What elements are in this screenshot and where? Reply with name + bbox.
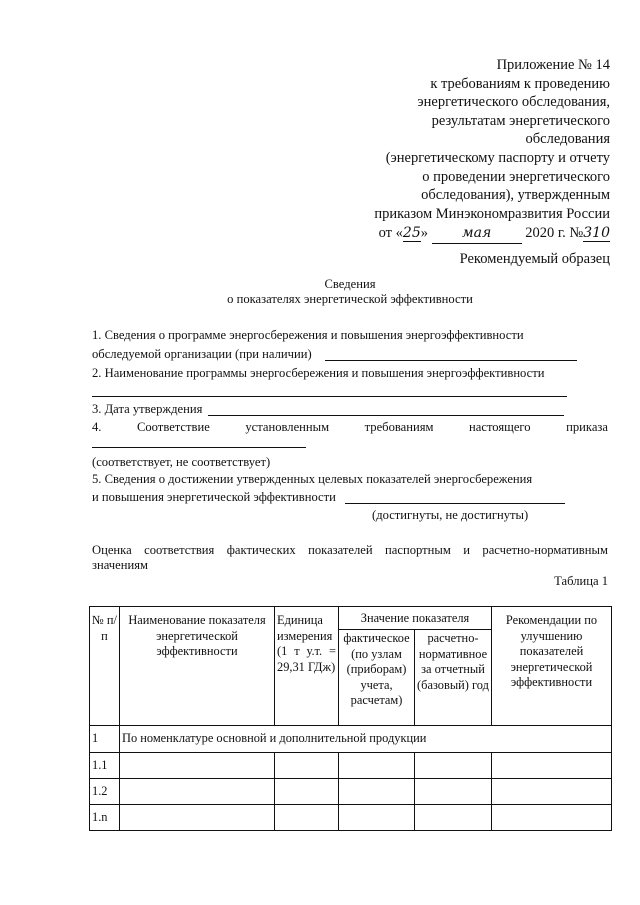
item-3-line: 3. Дата утверждения [92,402,203,416]
assessment-word: и [463,543,470,557]
item-4-word: установленным [245,420,330,434]
assessment-word: паспортным [385,543,451,557]
row-cell [120,805,275,831]
assessment-line-1 [92,543,608,558]
assessment-word: Оценка [92,543,132,557]
header-normative: расчетно-нормативное за отчетный (базовый) год [415,630,492,726]
appendix-line: энергетического обследования, [417,94,610,111]
item-1-line-2: обследуемой организации (при наличии) [92,347,312,361]
row-cell [415,779,492,805]
table-header-row [90,607,612,630]
date-day: 25 [402,225,421,242]
row-num: 1.n [90,805,120,831]
assessment-line-2: значениям [92,558,148,572]
item-4-word: приказа [566,420,608,434]
date-year: 2020 г. № [525,225,584,242]
item-4-blank [92,447,306,448]
item-4-line [92,420,608,435]
table-row [90,753,612,779]
item-1-line-1: 1. Сведения о программе энергосбережения и повышения энергоэффективности [92,328,524,342]
date-mid: » [420,225,428,242]
appendix-line: к требованиям к проведению [430,75,610,92]
row-cell [120,753,275,779]
row-cell [492,779,612,805]
row-cell [415,805,492,831]
row-cell [339,753,415,779]
date-month: мая [432,224,522,244]
assessment-word: расчетно-нормативным [482,543,608,557]
item-5-line-2: и повышения энергетической эффективности [92,490,336,504]
row-cell [275,779,339,805]
assessment-word: показателей [308,543,373,557]
assessment-word: фактических [226,543,296,557]
item-2-line: 2. Наименование программы энергосбережения и повышения энергоэффективности [92,366,545,380]
assessment-word: соответствия [144,543,215,557]
item-5-hint: (достигнуты, не достигнуты) [372,508,529,522]
item-5-line-1: 5. Сведения о достижении утвержденных целевых показателей энергосбережения [92,472,533,486]
row-cell [415,753,492,779]
heading-subtitle: о показателях энергетической эффективности [227,292,473,306]
row-section-title: По номенклатуре основной и дополнительной продукции [120,726,612,753]
table-row [90,726,612,753]
row-cell [492,753,612,779]
row-cell [492,805,612,831]
row-cell [339,779,415,805]
item-4-word: настоящего [469,420,531,434]
row-num: 1.1 [90,753,120,779]
header-recommendations: Рекомендации по улучшению показателей энергетической эффективности [492,607,612,726]
appendix-line: обследования [525,131,610,148]
order-number: 310 [583,225,610,242]
header-actual: фактическое (по узлам (приборам) учета, расчетам) [339,630,415,726]
table-row [90,805,612,831]
item-4-word: 4. [92,420,102,434]
row-num: 1 [90,726,120,753]
item-2-blank [92,396,567,397]
row-cell [275,753,339,779]
indicators-table [89,606,612,831]
table-row [90,779,612,805]
row-cell [275,805,339,831]
appendix-line: результатам энергетического [431,112,610,129]
header-unit: Единица измерения (1 т у.т. = 29,31 ГДж) [275,607,339,726]
row-cell [120,779,275,805]
row-num: 1.2 [90,779,120,805]
table-label: Таблица 1 [554,574,608,588]
header-num: № п/п [90,607,120,726]
header-value-group: Значение показателя [339,607,492,630]
header-indicator-name: Наименование показателя энергетической эффективности [120,607,275,726]
item-4-word: Соответствие [136,420,210,434]
appendix-block [310,56,610,244]
row-cell [339,805,415,831]
recommended-sample-label: Рекомендуемый образец [459,251,610,267]
item-1-blank [325,360,577,361]
item-3-blank [208,415,564,416]
date-prefix: от « [378,225,403,242]
appendix-line: о проведении энергетического [422,168,610,185]
appendix-line: приказом Минэкономразвития России [374,205,610,222]
order-date-line [310,224,610,244]
heading-title: Сведения [324,277,376,291]
item-4-hint: (соответствует, не соответствует) [92,455,271,469]
appendix-line: (энергетическому паспорту и отчету [385,149,610,166]
item-4-word: требованиям [364,420,434,434]
item-5-blank [345,503,565,504]
appendix-line: Приложение № 14 [496,57,610,73]
appendix-line: обследования), утвержденным [421,187,610,204]
